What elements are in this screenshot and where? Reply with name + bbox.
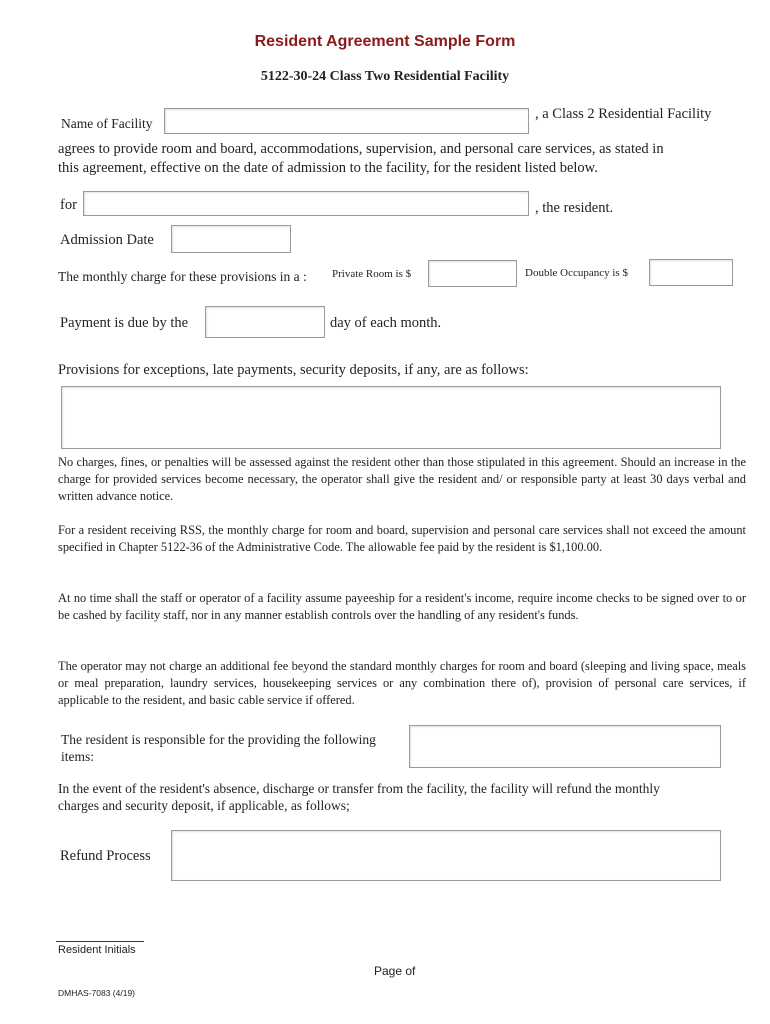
class-2-suffix: , a Class 2 Residential Facility (535, 106, 712, 122)
facility-name-input[interactable] (164, 108, 529, 134)
agreement-text-line-2: this agreement, effective on the date of admission to the facility, for the resident listed below. (58, 160, 598, 176)
agreement-text-line-1: agrees to provide room and board, accommodations, supervision, and personal care services, as stated in (58, 141, 664, 157)
responsible-items-label-1: The resident is responsible for the providing the following (61, 732, 376, 747)
facility-name-label: Name of Facility (61, 116, 153, 131)
responsible-items-label-2: items: (61, 749, 94, 764)
absence-text-line-2: charges and security deposit, if applicable, as follows; (58, 798, 350, 813)
absence-text-line-1: In the event of the resident's absence, discharge or transfer from the facility, the facility will refund the monthly (58, 781, 660, 796)
admission-date-label: Admission Date (60, 232, 154, 248)
double-occupancy-input[interactable] (649, 259, 733, 286)
resident-initials-line (56, 941, 144, 942)
payment-due-suffix: day of each month. (330, 315, 442, 331)
paragraph-payeeship: At no time shall the staff or operator of a facility assume payeeship for a resident's income, require income checks to be signed over to or be cashed by facility staff, nor in any manner establish controls over the handling of any resident's funds. (58, 591, 746, 622)
private-room-label: Private Room is $ (332, 268, 412, 280)
resident-initials-label: Resident Initials (58, 944, 136, 956)
double-occupancy-label: Double Occupancy is $ (525, 267, 628, 279)
provisions-textarea[interactable] (61, 386, 721, 449)
refund-process-textarea[interactable] (171, 830, 721, 881)
paragraph-additional-fee: The operator may not charge an additional fee beyond the standard monthly charges for room and board (sleeping and living space, meals or meal preparation, laundry services, housekeeping services or any combination there of), provision of personal care services, if applicable to the resident, and basic cable service if offered. (58, 659, 746, 707)
page-title: Resident Agreement Sample Form (254, 33, 516, 50)
provisions-label: Provisions for exceptions, late payments, security deposits, if any, are as follows: (58, 362, 529, 378)
page-number: Page of (374, 964, 416, 978)
payment-due-day-input[interactable] (205, 306, 325, 338)
resident-for-label: for (60, 197, 77, 213)
payment-due-label: Payment is due by the (60, 315, 189, 331)
private-room-input[interactable] (428, 260, 517, 287)
resident-name-input[interactable] (83, 191, 529, 216)
paragraph-no-charges: No charges, fines, or penalties will be assessed against the resident other than those stipulated in this agreement. Should an increase in the charge for provided services become necessary, the operator shall give the resident and/ or responsible party at least 30 days verbal and written advance notice. (58, 455, 746, 503)
form-code: DMHAS-7083 (4/19) (58, 988, 136, 998)
refund-process-label: Refund Process (60, 848, 151, 864)
paragraph-rss-charge: For a resident receiving RSS, the monthly charge for room and board, supervision and personal care services shall not exceed the amount specified in Chapter 5122-36 of the Administrative Code. The allowable fee paid by the resident is $1,100.00. (58, 523, 746, 554)
monthly-charge-label: The monthly charge for these provisions in a : (58, 269, 307, 284)
page-subtitle: 5122-30-24 Class Two Residential Facility (260, 69, 510, 84)
resident-suffix: , the resident. (535, 200, 614, 216)
admission-date-input[interactable] (171, 225, 291, 253)
responsible-items-input[interactable] (409, 725, 721, 768)
